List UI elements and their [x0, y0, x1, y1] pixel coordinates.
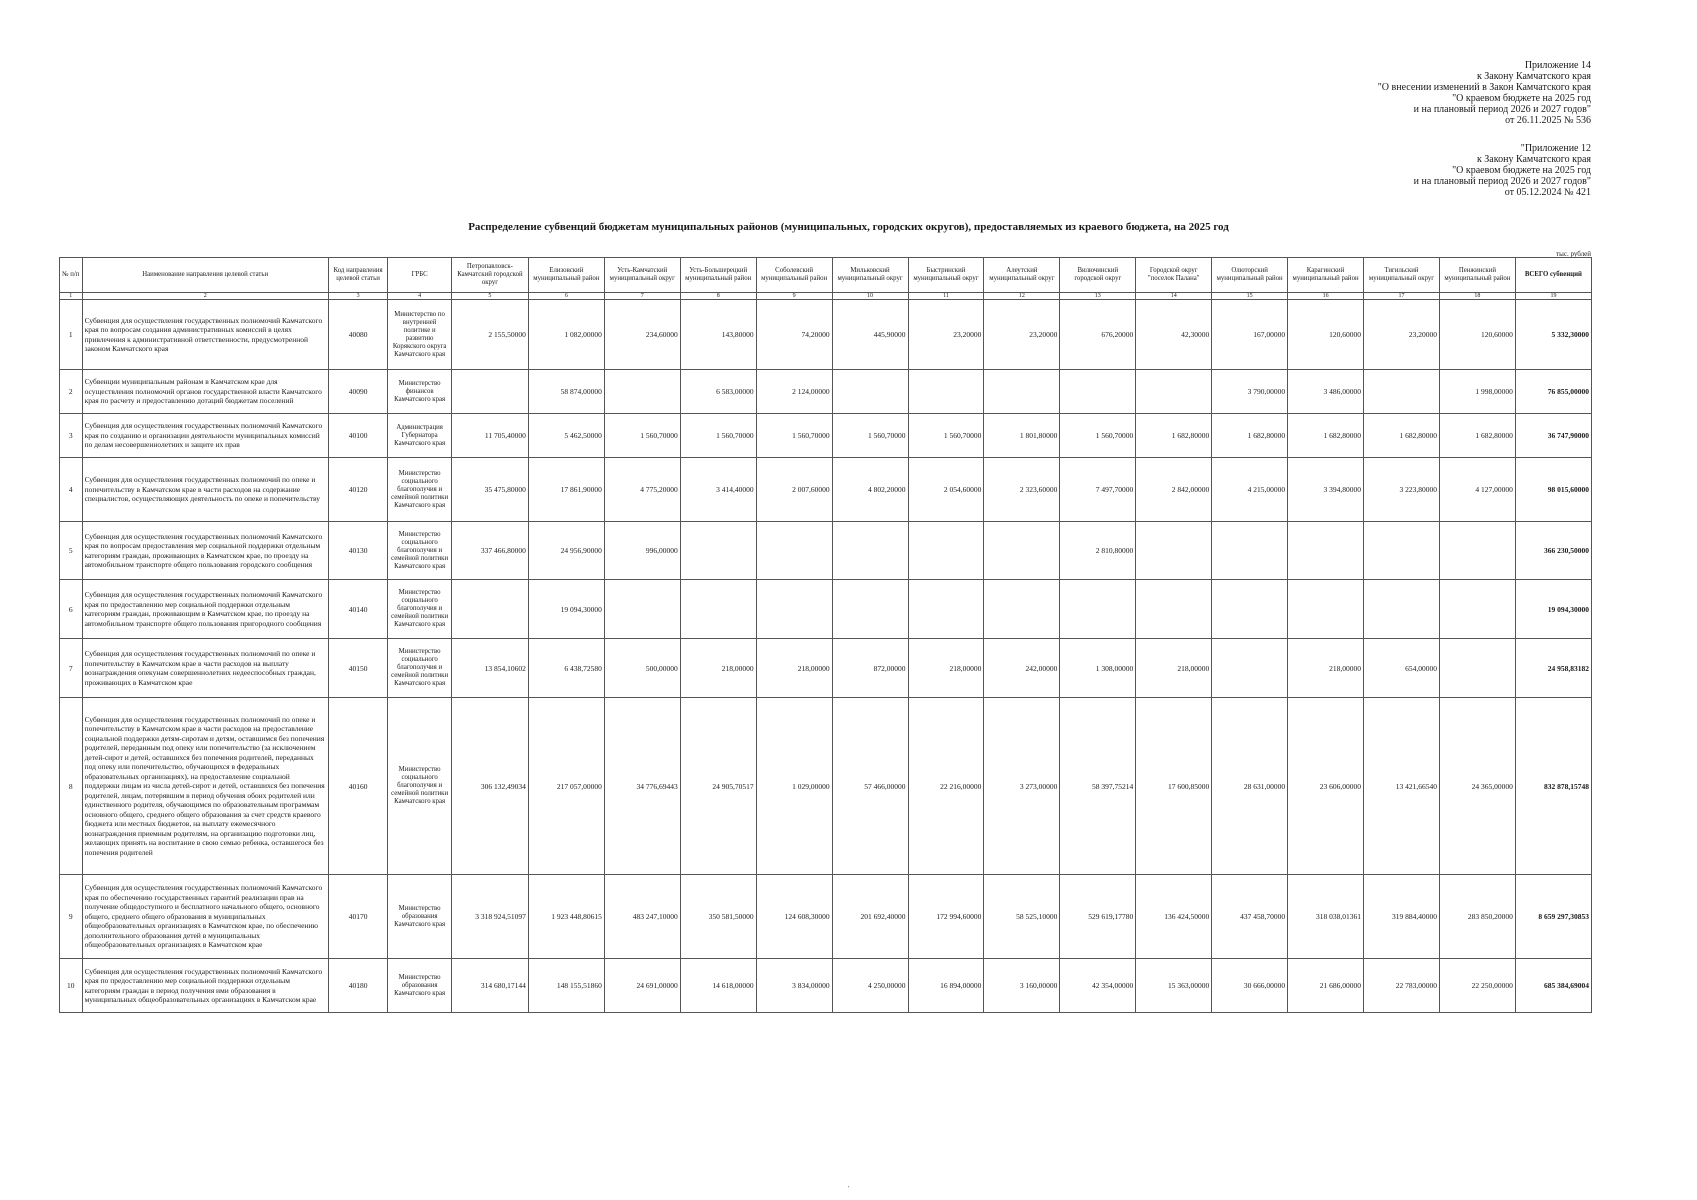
column-number: 2 [82, 293, 328, 300]
amount-cell: 350 581,50000 [680, 875, 756, 959]
column-header: Быстринский муниципальный округ [908, 258, 984, 293]
amount-cell: 218,00000 [1136, 639, 1212, 698]
amount-cell: 872,00000 [832, 639, 908, 698]
appendix-line: и на плановый период 2026 и 2027 годов" [1413, 104, 1591, 115]
amount-cell: 3 414,40000 [680, 458, 756, 522]
target-code: 40130 [328, 522, 388, 580]
amount-cell: 529 619,17780 [1060, 875, 1136, 959]
amount-cell: 218,00000 [1288, 639, 1364, 698]
target-code: 40170 [328, 875, 388, 959]
total-cell: 685 384,69004 [1515, 959, 1591, 1013]
column-number-row [60, 293, 1592, 300]
appendix-line: "О краевом бюджете на 2025 год [1452, 93, 1591, 104]
column-number: 9 [756, 293, 832, 300]
grbs-name: Министерство по внутренней политике и развитию Корякского округа Камчатского края [388, 300, 452, 370]
amount-cell: 437 458,70000 [1212, 875, 1288, 959]
amount-cell [984, 522, 1060, 580]
header-row [60, 258, 1592, 293]
amount-cell: 337 466,80000 [451, 522, 528, 580]
subvention-name: Субвенция для осуществления государственных полномочий Камчатского края по обеспечению государственных гарантий реализации прав на получение общедоступного и бесплатного начального общего, основного общего, среднего общего образования в муниципальных общеобразовательных организациях в Камчатском крае, по обеспечению дополнительного образования детей в муниципальных общеобразовательных организациях в Камчатском крае [82, 875, 328, 959]
amount-cell: 23,20000 [984, 300, 1060, 370]
amount-cell: 1 998,00000 [1439, 370, 1515, 414]
amount-cell: 3 394,80000 [1288, 458, 1364, 522]
amount-cell [1212, 522, 1288, 580]
amount-cell: 136 424,50000 [1136, 875, 1212, 959]
total-cell: 76 855,00000 [1515, 370, 1591, 414]
column-number: 13 [1060, 293, 1136, 300]
target-code: 40140 [328, 580, 388, 639]
row-number: 3 [60, 414, 83, 458]
amount-cell: 218,00000 [680, 639, 756, 698]
subvention-name: Субвенция для осуществления государственных полномочий Камчатского края по вопросам предоставления мер социальной поддержки отдельным категориям граждан, проживающих в Камчатском крае, по проезду на автомобильном транспорте общего пользования городского сообщения [82, 522, 328, 580]
column-number: 14 [1136, 293, 1212, 300]
amount-cell [832, 370, 908, 414]
column-number: 5 [451, 293, 528, 300]
table-row [60, 300, 1592, 370]
amount-cell: 4 802,20000 [832, 458, 908, 522]
document-title: Распределение субвенций бюджетам муниципальных районов (муниципальных, городских округов), предоставляемых из краевого бюджета, на 2025 год [468, 221, 1229, 233]
column-header: Тигильский муниципальный округ [1364, 258, 1440, 293]
column-header: Усть-Камчатский муниципальный округ [604, 258, 680, 293]
column-number: 17 [1364, 293, 1440, 300]
total-cell: 24 958,83182 [1515, 639, 1591, 698]
grbs-name: Министерство образования Камчатского края [388, 959, 452, 1013]
appendix-line: к Закону Камчатского края [1476, 154, 1591, 165]
total-cell: 19 094,30000 [1515, 580, 1591, 639]
amount-cell: 1 560,70000 [680, 414, 756, 458]
amount-cell: 24 905,70517 [680, 698, 756, 875]
table-body [60, 300, 1592, 1013]
appendix-line: к Закону Камчатского края [1476, 71, 1591, 82]
table-row [60, 639, 1592, 698]
units-label: тыс. рублей [1556, 250, 1591, 258]
table-row [60, 458, 1592, 522]
target-code: 40090 [328, 370, 388, 414]
amount-cell [1212, 639, 1288, 698]
table-row [60, 580, 1592, 639]
amount-cell: 445,90000 [832, 300, 908, 370]
table-row [60, 414, 1592, 458]
amount-cell: 6 583,00000 [680, 370, 756, 414]
amount-cell [832, 522, 908, 580]
amount-cell: 24 365,00000 [1439, 698, 1515, 875]
column-header: Код направления целевой статьи [328, 258, 388, 293]
subvention-name: Субвенция для осуществления государственных полномочий по опеке и попечительству в Камчатском крае в части расходов на предоставление социальной поддержки детям-сиротам и детям, оставшимся без попечения родителей, переданным под опеку или попечительство (за исключением детей-сирот и детей, оставшихся без попечения родителей, переданных под опеку или попечительство, обучающихся в федеральных образовательных организациях), на предоставление социальной поддержки лицам из числа детей-сирот и детей, оставшихся без попечения родителей, лицам, потерявшим в период обучения обоих родителей или единственного родителя, обучающимся по образовательным программам основного общего, среднего общего образования за счет средств краевого бюджета или местных бюджетов, на выплату ежемесячного вознаграждения приемным родителям, на организацию подготовки лиц, желающих принять на воспитание в свою семью ребенка, оставшегося без попечения родителей [82, 698, 328, 875]
amount-cell: 21 686,00000 [1288, 959, 1364, 1013]
amount-cell: 3 486,00000 [1288, 370, 1364, 414]
amount-cell: 14 618,00000 [680, 959, 756, 1013]
amount-cell: 1 560,70000 [1060, 414, 1136, 458]
amount-cell: 1 029,00000 [756, 698, 832, 875]
grbs-name: Министерство социального благополучия и семейной политики Камчатского края [388, 639, 452, 698]
amount-cell [1136, 370, 1212, 414]
amount-cell: 120,60000 [1439, 300, 1515, 370]
column-number: 16 [1288, 293, 1364, 300]
amount-cell: 42,30000 [1136, 300, 1212, 370]
amount-cell: 143,80000 [680, 300, 756, 370]
amount-cell [604, 580, 680, 639]
amount-cell [1439, 522, 1515, 580]
amount-cell: 1 682,80000 [1212, 414, 1288, 458]
amount-cell: 148 155,51860 [528, 959, 604, 1013]
amount-cell [1364, 370, 1440, 414]
amount-cell: 3 223,80000 [1364, 458, 1440, 522]
subvention-name: Субвенция для осуществления государственных полномочий Камчатского края по созданию и организации деятельности муниципальных комиссий по делам несовершеннолетних и защите их прав [82, 414, 328, 458]
column-header: Елизовский муниципальный район [528, 258, 604, 293]
column-header: Карагинский муниципальный район [1288, 258, 1364, 293]
amount-cell [1212, 580, 1288, 639]
amount-cell [1136, 580, 1212, 639]
amount-cell: 306 132,49034 [451, 698, 528, 875]
amount-cell: 22 216,00000 [908, 698, 984, 875]
target-code: 40150 [328, 639, 388, 698]
amount-cell: 3 790,00000 [1212, 370, 1288, 414]
amount-cell: 676,20000 [1060, 300, 1136, 370]
amount-cell: 2 810,80000 [1060, 522, 1136, 580]
appendix-line: "Приложение 12 [1520, 143, 1591, 154]
grbs-name: Администрация Губернатора Камчатского края [388, 414, 452, 458]
amount-cell: 217 057,00000 [528, 698, 604, 875]
amount-cell: 218,00000 [908, 639, 984, 698]
amount-cell: 13 854,10602 [451, 639, 528, 698]
amount-cell [1288, 580, 1364, 639]
amount-cell: 1 560,70000 [604, 414, 680, 458]
amount-cell: 2 323,60000 [984, 458, 1060, 522]
amount-cell: 16 894,00000 [908, 959, 984, 1013]
table-row [60, 522, 1592, 580]
grbs-name: Министерство финансов Камчатского края [388, 370, 452, 414]
amount-cell: 22 250,00000 [1439, 959, 1515, 1013]
total-cell: 832 878,15748 [1515, 698, 1591, 875]
amount-cell: 2 007,60000 [756, 458, 832, 522]
amount-cell: 1 560,70000 [908, 414, 984, 458]
appendix-line: "О краевом бюджете на 2025 год [1452, 165, 1591, 176]
table-row [60, 370, 1592, 414]
amount-cell: 6 438,72580 [528, 639, 604, 698]
column-number: 15 [1212, 293, 1288, 300]
column-number: 10 [832, 293, 908, 300]
appendix-line: и на плановый период 2026 и 2027 годов" [1413, 176, 1591, 187]
row-number: 7 [60, 639, 83, 698]
row-number: 9 [60, 875, 83, 959]
appendix-12-header [1414, 143, 1591, 198]
target-code: 40180 [328, 959, 388, 1013]
amount-cell: 30 666,00000 [1212, 959, 1288, 1013]
subvention-name: Субвенция для осуществления государственных полномочий Камчатского края по предоставлению мер социальной поддержки отдельным категориям граждан, проживающим в Камчатском крае, по проезду на автомобильном транспорте общего пользования пригородного сообщения [82, 580, 328, 639]
column-header: № п/п [60, 258, 83, 293]
amount-cell: 1 682,80000 [1364, 414, 1440, 458]
column-header: Соболевский муниципальный район [756, 258, 832, 293]
grbs-name: Министерство социального благополучия и семейной политики Камчатского края [388, 522, 452, 580]
column-header: Наименование направления целевой статьи [82, 258, 328, 293]
row-number: 5 [60, 522, 83, 580]
amount-cell: 1 923 448,80615 [528, 875, 604, 959]
amount-cell [1060, 580, 1136, 639]
column-number: 3 [328, 293, 388, 300]
amount-cell: 5 462,50000 [528, 414, 604, 458]
amount-cell [1060, 370, 1136, 414]
amount-cell: 2 155,50000 [451, 300, 528, 370]
amount-cell: 124 608,30000 [756, 875, 832, 959]
column-header: Городской округ "поселок Палана" [1136, 258, 1212, 293]
column-header: ВСЕГО субвенций [1515, 258, 1591, 293]
appendix-line: "О внесении изменений в Закон Камчатского края [1377, 82, 1591, 93]
subvention-name: Субвенция для осуществления государственных полномочий Камчатского края по вопросам создания административных комиссий в целях привлечения к административной ответственности, предусмотренной законом Камчатского края [82, 300, 328, 370]
amount-cell: 15 363,00000 [1136, 959, 1212, 1013]
grbs-name: Министерство социального благополучия и семейной политики Камчатского края [388, 458, 452, 522]
amount-cell: 2 054,60000 [908, 458, 984, 522]
total-cell: 8 659 297,30853 [1515, 875, 1591, 959]
amount-cell [756, 522, 832, 580]
row-number: 6 [60, 580, 83, 639]
amount-cell [1364, 522, 1440, 580]
amount-cell: 1 308,00000 [1060, 639, 1136, 698]
row-number: 2 [60, 370, 83, 414]
amount-cell [984, 370, 1060, 414]
amount-cell: 1 801,80000 [984, 414, 1060, 458]
amount-cell: 1 682,80000 [1288, 414, 1364, 458]
amount-cell: 283 850,20000 [1439, 875, 1515, 959]
amount-cell: 2 842,00000 [1136, 458, 1212, 522]
amount-cell: 22 783,00000 [1364, 959, 1440, 1013]
amount-cell: 120,60000 [1288, 300, 1364, 370]
amount-cell: 172 994,60000 [908, 875, 984, 959]
amount-cell: 483 247,10000 [604, 875, 680, 959]
amount-cell: 234,60000 [604, 300, 680, 370]
amount-cell: 654,00000 [1364, 639, 1440, 698]
amount-cell: 34 776,69443 [604, 698, 680, 875]
column-number: 4 [388, 293, 452, 300]
grbs-name: Министерство образования Камчатского края [388, 875, 452, 959]
table-row [60, 959, 1592, 1013]
amount-cell [832, 580, 908, 639]
amount-cell: 319 884,40000 [1364, 875, 1440, 959]
footer-mark: ' [848, 1186, 850, 1192]
amount-cell: 242,00000 [984, 639, 1060, 698]
amount-cell: 3 834,00000 [756, 959, 832, 1013]
amount-cell: 24 956,90000 [528, 522, 604, 580]
target-code: 40120 [328, 458, 388, 522]
amount-cell [1439, 580, 1515, 639]
subvention-table-container [59, 257, 1592, 1013]
amount-cell: 42 354,00000 [1060, 959, 1136, 1013]
column-header: Мильковский муниципальный округ [832, 258, 908, 293]
table-row [60, 698, 1592, 875]
amount-cell: 13 421,66540 [1364, 698, 1440, 875]
amount-cell: 2 124,00000 [756, 370, 832, 414]
column-header: Олюторский муниципальный район [1212, 258, 1288, 293]
amount-cell: 58 397,75214 [1060, 698, 1136, 875]
amount-cell: 1 560,70000 [756, 414, 832, 458]
grbs-name: Министерство социального благополучия и семейной политики Камчатского края [388, 580, 452, 639]
amount-cell: 318 038,01361 [1288, 875, 1364, 959]
amount-cell: 996,00000 [604, 522, 680, 580]
subvention-name: Субвенция для осуществления государственных полномочий Камчатского края по предоставлению мер социальной поддержки отдельным категориям граждан в период получения ими образования в муниципальных общеобразовательных организациях в Камчатском крае [82, 959, 328, 1013]
column-header: Усть-Большерецкий муниципальный район [680, 258, 756, 293]
amount-cell: 218,00000 [756, 639, 832, 698]
column-header: ГРБС [388, 258, 452, 293]
row-number: 8 [60, 698, 83, 875]
amount-cell: 17 600,85000 [1136, 698, 1212, 875]
amount-cell: 3 318 924,51097 [451, 875, 528, 959]
row-number: 1 [60, 300, 83, 370]
column-number: 19 [1515, 293, 1591, 300]
column-number: 6 [528, 293, 604, 300]
subvention-name: Субвенции муниципальным районам в Камчатском крае для осуществления полномочий органов государственной власти Камчатского края по расчету и предоставлению дотаций бюджетам поселений [82, 370, 328, 414]
amount-cell: 57 466,00000 [832, 698, 908, 875]
amount-cell [1364, 580, 1440, 639]
amount-cell: 74,20000 [756, 300, 832, 370]
subvention-name: Субвенция для осуществления государственных полномочий по опеке и попечительству в Камчатском крае в части расходов на выплату вознаграждения опекунам совершеннолетних недееспособных граждан, проживающих в Камчатском крае [82, 639, 328, 698]
subvention-name: Субвенция для осуществления государственных полномочий по опеке и попечительству в Камчатском крае в части расходов на содержание специалистов, осуществляющих деятельность по опеке и попечительству [82, 458, 328, 522]
amount-cell: 167,00000 [1212, 300, 1288, 370]
amount-cell: 1 682,80000 [1439, 414, 1515, 458]
amount-cell [680, 522, 756, 580]
appendix-line: от 26.11.2025 № 536 [1505, 115, 1591, 126]
amount-cell: 4 250,00000 [832, 959, 908, 1013]
amount-cell [604, 370, 680, 414]
amount-cell: 58 525,10000 [984, 875, 1060, 959]
amount-cell: 58 874,00000 [528, 370, 604, 414]
grbs-name: Министерство социального благополучия и семейной политики Камчатского края [388, 698, 452, 875]
appendix-14-header [1378, 60, 1591, 126]
column-number: 12 [984, 293, 1060, 300]
amount-cell: 11 705,40000 [451, 414, 528, 458]
amount-cell: 28 631,00000 [1212, 698, 1288, 875]
amount-cell [908, 580, 984, 639]
amount-cell: 3 273,00000 [984, 698, 1060, 875]
target-code: 40160 [328, 698, 388, 875]
amount-cell: 4 775,20000 [604, 458, 680, 522]
appendix-line: Приложение 14 [1524, 60, 1591, 71]
amount-cell [908, 522, 984, 580]
amount-cell [1136, 522, 1212, 580]
table-row [60, 875, 1592, 959]
amount-cell: 23,20000 [1364, 300, 1440, 370]
amount-cell [984, 580, 1060, 639]
target-code: 40080 [328, 300, 388, 370]
total-cell: 366 230,50000 [1515, 522, 1591, 580]
target-code: 40100 [328, 414, 388, 458]
row-number: 10 [60, 959, 83, 1013]
amount-cell: 23 606,00000 [1288, 698, 1364, 875]
amount-cell: 19 094,30000 [528, 580, 604, 639]
amount-cell [1288, 522, 1364, 580]
amount-cell [451, 580, 528, 639]
amount-cell [451, 370, 528, 414]
amount-cell: 35 475,80000 [451, 458, 528, 522]
appendix-line: от 05.12.2024 № 421 [1504, 187, 1591, 198]
column-number: 11 [908, 293, 984, 300]
total-cell: 36 747,90000 [1515, 414, 1591, 458]
column-header: Алеутский муниципальный округ [984, 258, 1060, 293]
column-number: 7 [604, 293, 680, 300]
amount-cell: 500,00000 [604, 639, 680, 698]
column-number: 1 [60, 293, 83, 300]
column-number: 8 [680, 293, 756, 300]
column-header: Вилючинский городской округ [1060, 258, 1136, 293]
row-number: 4 [60, 458, 83, 522]
amount-cell [680, 580, 756, 639]
amount-cell: 3 160,00000 [984, 959, 1060, 1013]
total-cell: 5 332,30000 [1515, 300, 1591, 370]
amount-cell: 201 692,40000 [832, 875, 908, 959]
total-cell: 98 015,60000 [1515, 458, 1591, 522]
subvention-table [59, 257, 1592, 1013]
amount-cell: 1 560,70000 [832, 414, 908, 458]
column-header: Петропавловск-Камчатский городской округ [451, 258, 528, 293]
amount-cell: 24 691,00000 [604, 959, 680, 1013]
table-header [60, 258, 1592, 300]
amount-cell [908, 370, 984, 414]
amount-cell: 17 861,90000 [528, 458, 604, 522]
column-header: Пенжинский муниципальный район [1439, 258, 1515, 293]
amount-cell: 4 215,00000 [1212, 458, 1288, 522]
amount-cell: 23,20000 [908, 300, 984, 370]
amount-cell: 314 680,17144 [451, 959, 528, 1013]
amount-cell [1439, 639, 1515, 698]
amount-cell: 4 127,00000 [1439, 458, 1515, 522]
amount-cell: 7 497,70000 [1060, 458, 1136, 522]
amount-cell: 1 682,80000 [1136, 414, 1212, 458]
column-number: 18 [1439, 293, 1515, 300]
amount-cell: 1 082,00000 [528, 300, 604, 370]
amount-cell [756, 580, 832, 639]
